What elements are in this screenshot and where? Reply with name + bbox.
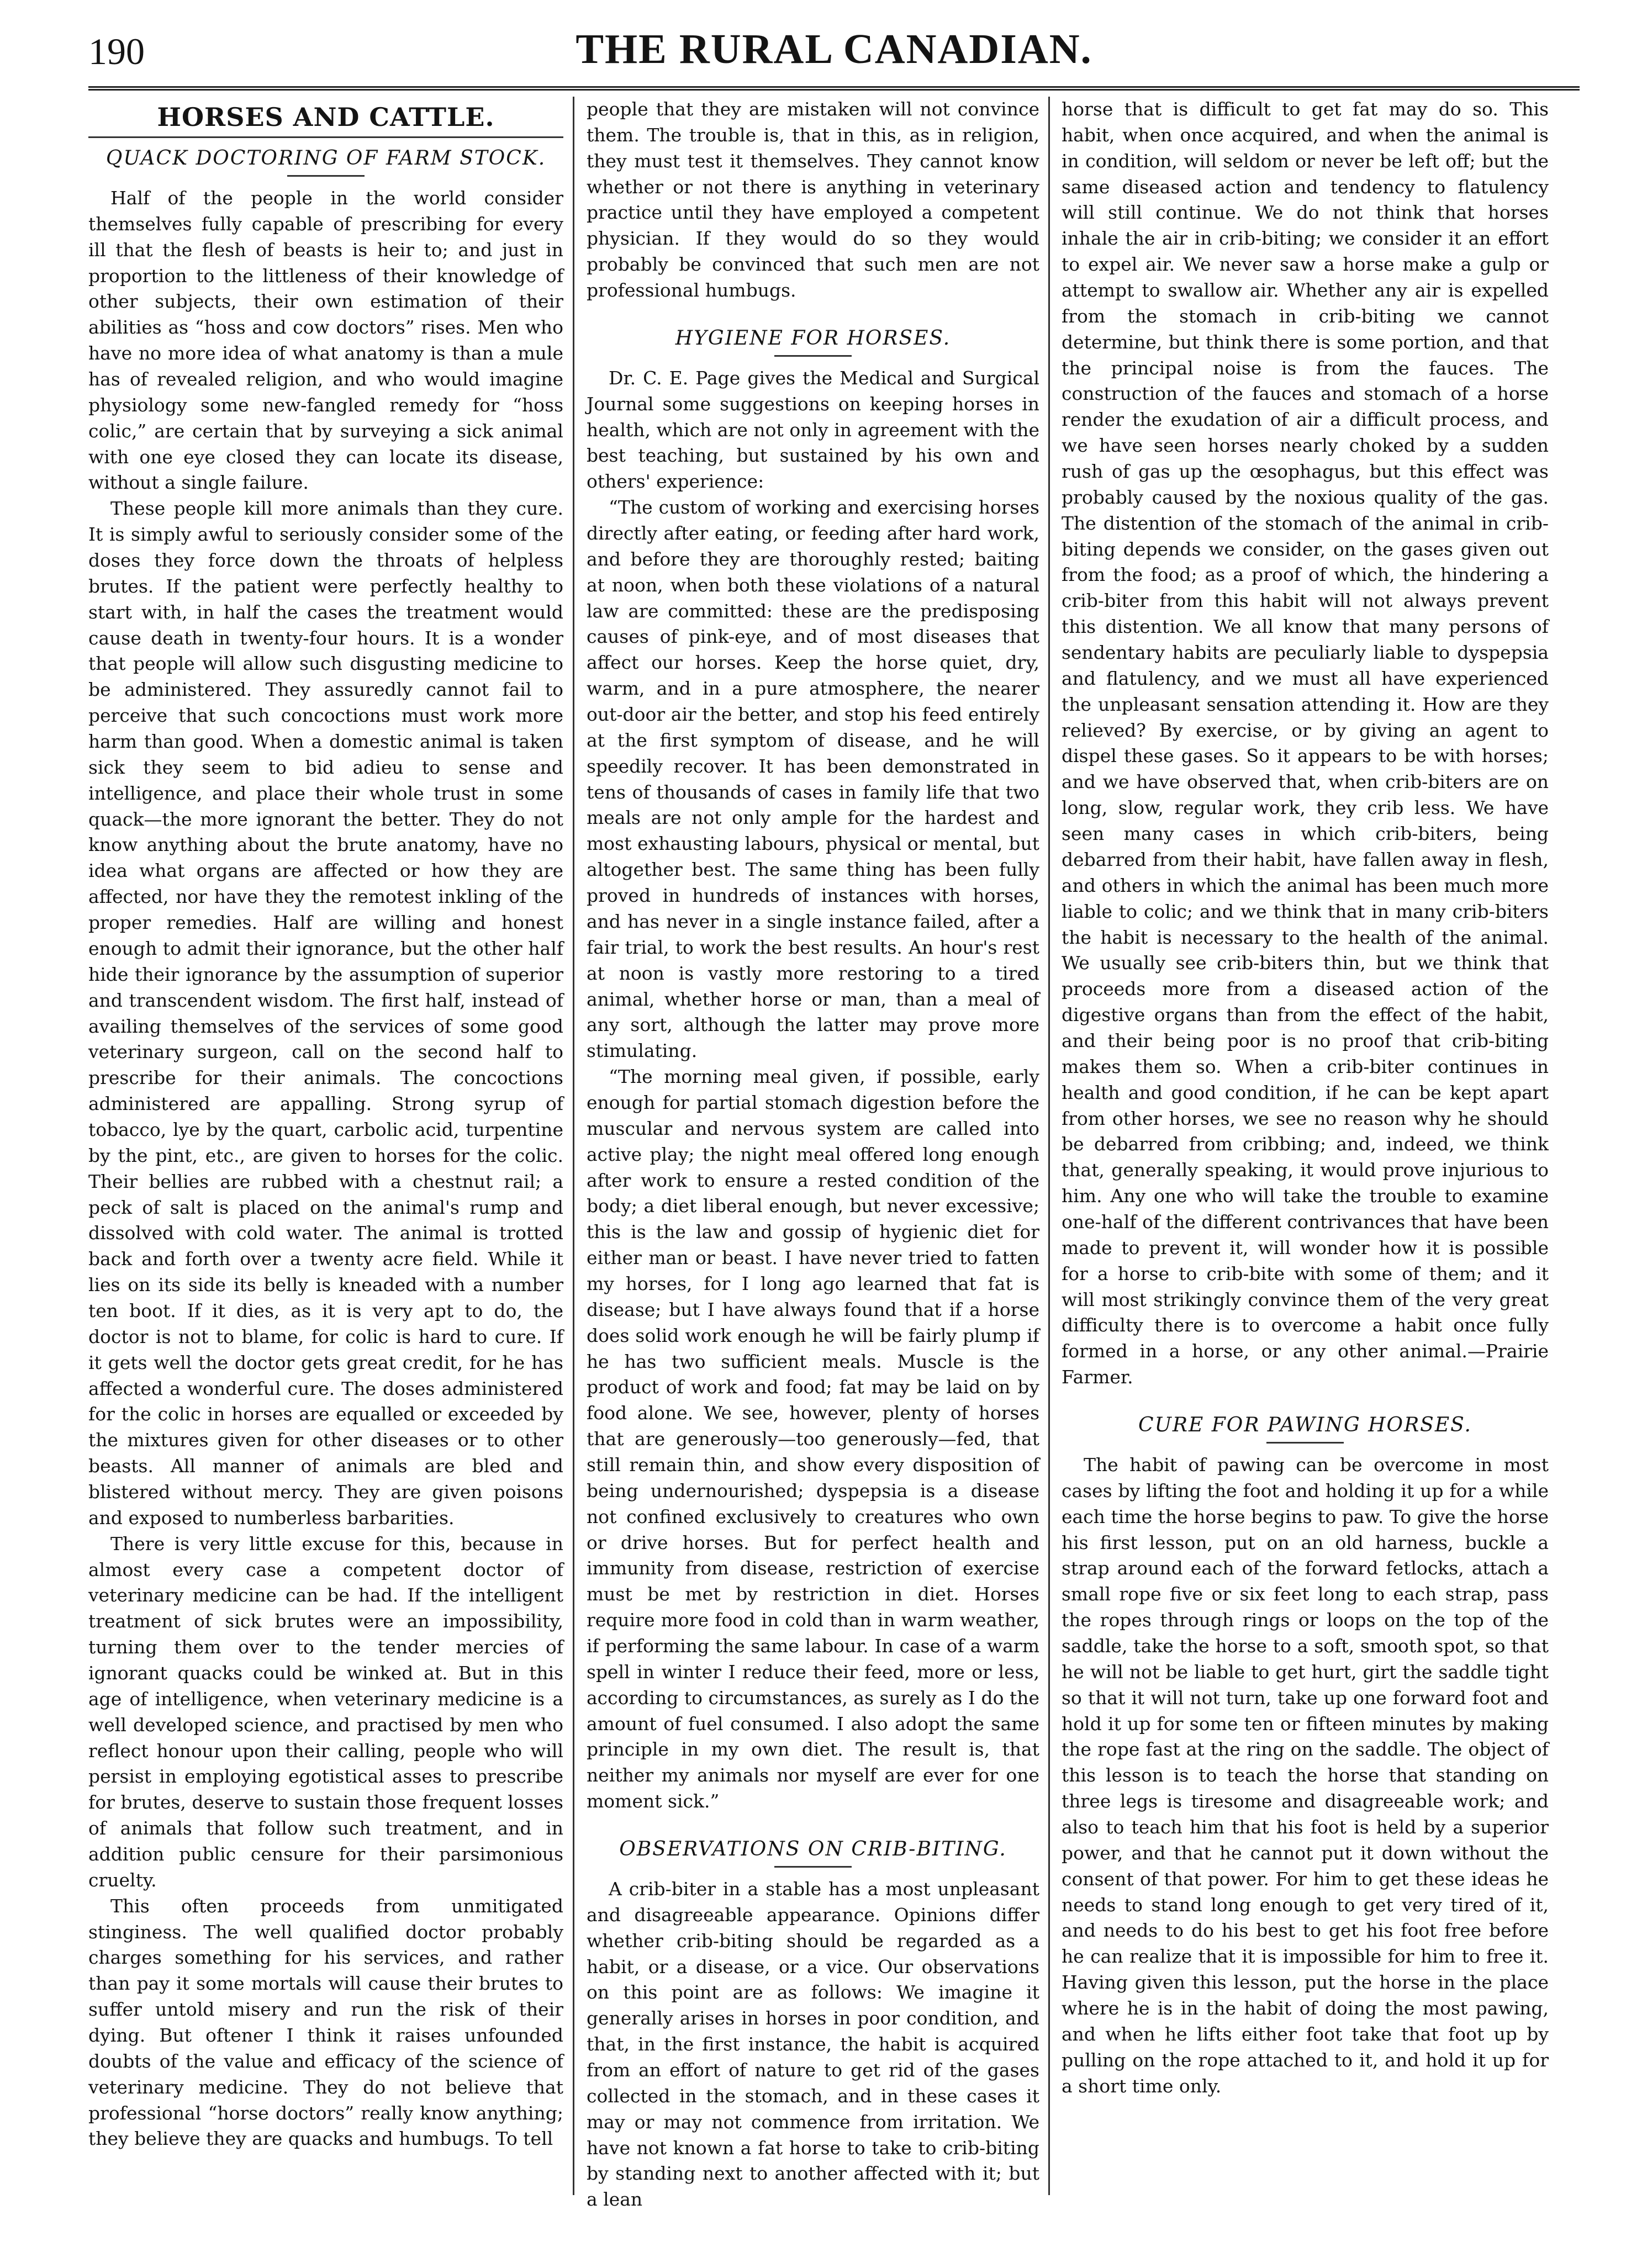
paragraph: people that they are mistaken will not convince them. The trouble is, that in this, as in religion, they must test it themselves. They cannot know whether or not there is anything in veterinary practice until they have employed a competent physician. If they would do so they would probably be convinced that such men are not professional humbugs. (587, 98, 1039, 302)
article-title-crib-biting: OBSERVATIONS ON CRIB-BITING. (619, 1838, 1007, 1860)
paragraph: “The morning meal given, if possible, early enough for partial stomach digestion before the muscular and nervous system are called into active play; the night meal offered long enough after work to ensure a rested condition of the body; a diet liberal enough, but never excessive; this is the law and gossip of hygienic diet for either man or beast. I have never tried to fatten my horses, for I long ago learned that fat is disease; but I have always found that if a horse does solid work enough he will be fairly plump if he has two sufficient meals. Muscle is the product of work and food; fat may be laid on by food alone. We see, however, plenty of horses that are generously—too generously—fed, that still remain thin, and show every disposition of being undernourished; dyspepsia is a disease not confined exclusively to creatures who own or drive horses. But for perfect health and immunity from disease, restriction of exercise must be met by restriction in diet. Horses require more food in cold than in warm weather, if performing the same labour. In case of a warm spell in winter I reduce their feed, more or less, according to circumstances, as surely as I do the amount of fuel consumed. I also adopt the same principle in my own diet. The result is, that neither my animals nor myself are ever for one moment sick.” (587, 1066, 1039, 1812)
paragraph: Dr. C. E. Page gives the Medical and Surgical Journal some suggestions on keeping horses in health, which are not only in agreement with the best teaching, but sustained by his own and others' experience: (587, 367, 1039, 493)
header-rule (88, 86, 1580, 91)
page-header (88, 22, 1580, 88)
title-rule (774, 1866, 852, 1868)
paragraph: There is very little excuse for this, because in almost every case a competent doctor of veterinary medicine can be had. If the intelligent treatment of sick brutes were an impossibility, turning them over to the tender mercies of ignorant quacks could be winked at. But in this age of intelligence, when veterinary medicine is a well developed science, and practised by men who reflect honour upon their calling, people who will persist in employing egotistical asses to prescribe for brutes, deserve to sustain those frequent losses of animals that follow such treatment, and in addition public censure for their parsimonious cruelty. (88, 1532, 563, 1891)
paragraph: The habit of pawing can be overcome in most cases by lifting the foot and holding it up for a while each time the horse begins to paw. To give the horse his first lesson, put on an old harness, buckle a strap around each of the forward fetlocks, attach a small rope five or six feet long to each strap, pass the ropes through rings or loops on the top of the saddle, take the horse to a soft, smooth spot, so that he will not be liable to get hurt, girt the saddle tight so that it will not turn, take up one forward foot and hold it up for some ten or fifteen minutes by making the rope fast at the ring on the saddle. The object of this lesson is to teach the horse that standing on three legs is tiresome and disagreeable work; and also to teach him that his foot is held by a superior power, and that he cannot put it down without the consent of that power. For him to get these ideas he needs to stand long enough to get very tired of it, and needs to do his best to get his foot free before he can realize that it is impossible for him to free it. Having given this lesson, put the horse in the place where he is in the habit of doing the most pawing, and when he lifts either foot take that foot up by pulling on the rope attached to it, and hold it up for a short time only. (1062, 1453, 1549, 2097)
paragraph: horse that is difficult to get fat may do so. This habit, when once acquired, and when the animal is in condition, will seldom or never be left off; but the same diseased action and tendency to flatulency will still continue. We do not think that horses inhale the air in crib-biting; we consider it an effort to expel air. We never saw a horse make a gulp or attempt to swallow air. Whether any air is expelled from the stomach in crib-biting we cannot determine, but think there is some portion, and that the principal noise is from the fauces. The construction of the fauces and stomach of a horse render the exudation of air a difficult process, and we have seen horses nearly choked by a sudden rush of gas up the œsophagus, but this effect was probably caused by the noxious quality of the gas. The distention of the stomach of the animal in crib-biting depends we consider, on the gases given out from the food; as a proof of which, the hindering a crib-biter from this habit will not always prevent this distention. We all know that many persons of sendentary habits are peculiarly liable to dyspepsia and flatulency, and we must all have experienced the unpleasant sensation attending it. How are they relieved? By exercise, or by giving an agent to dispel these gases. So it appears to be with horses; and we have observed that, when crib-biters are on long, slow, regular work, they crib less. We have seen many cases in which crib-biters, being debarred from their habit, have fallen away in flesh, and others in which the animal has been much more liable to colic; and we think that in many crib-biters the habit is necessary to the health of the animal. We usually see crib-biters thin, but we think that proceeds more from a diseased action of the digestive organs than from the effect of the habit, and their being poor is no proof that crib-biting makes them so. When a crib-biter continues in health and good condition, if he can be kept apart from other horses, we see no reason why he should be debarred from cribbing; and, indeed, we think that, generally speaking, it would prove injurious to him. Any one who will take the trouble to examine one-half of the different contrivances that have been made to prevent it, will wonder how it is possible for a horse to crib-bite with some of them; and it will most strikingly convince them of the very great difficulty there is to overcome a habit once fully formed in a horse, or any other animal.—Prairie Farmer. (1062, 98, 1549, 1388)
section-heading: HORSES AND CATTLE. (157, 102, 495, 132)
column-3 (1062, 97, 1549, 2195)
title-rule (1266, 1442, 1344, 1444)
column-divider (1048, 97, 1050, 2195)
paragraph: This often proceeds from unmitigated stinginess. The well qualified doctor probably charges something for his services, and rather than pay it some mortals will cause their brutes to suffer untold misery and run the risk of their dying. But oftener I think it raises unfounded doubts of the value and efficacy of the science of veterinary medicine. They do not believe that professional “horse doctors” really know anything; they believe they are quacks and humbugs. To tell (88, 1895, 563, 2150)
paragraph: “The custom of working and exercising horses directly after eating, or feeding after hard work, and before they are thoroughly rested; baiting at noon, when both these violations of a natural law are committed: these are the predisposing causes of pink-eye, and of most diseases that affect our horses. Keep the horse quiet, dry, warm, and in a pure atmosphere, the nearer out-door air the better, and stop his feed entirely at the first symptom of disease, and he will speedily recover. It has been demonstrated in tens of thousands of cases in family life that two meals are not only ample for the hardest and most exhausting labours, physical or mental, but altogether best. The same thing has been fully proved in hundreds of instances with horses, and has never in a single instance failed, after a fair trial, to work the best results. An hour's rest at noon is vastly more restoring to a tired animal, whether horse or man, than a meal of any sort, although the latter may prove more stimulating. (587, 496, 1039, 1062)
section-rule (88, 136, 563, 138)
article-title-hygiene: HYGIENE FOR HORSES. (675, 326, 951, 350)
column-1 (88, 97, 563, 2195)
paragraph: A crib-biter in a stable has a most unpleasant and disagreeable appearance. Opinions differ whether crib-biting should be regarded as a habit, or a disease, or a vice. Our observations on this point are as follows: We imagine it generally arises in horses in poor condition, and that, in the first instance, the habit is acquired from an effort of nature to get rid of the gases collected in the stomach, and in these cases it may or may not commence from irritation. We have not known a fat horse to take to crib-biting by standing next to another affected with it; but a lean (587, 1878, 1039, 2211)
title-rule (774, 355, 852, 357)
article-title-quack-doctoring: QUACK DOCTORING OF FARM STOCK. (105, 147, 546, 170)
newspaper-title: THE RURAL CANADIAN. (576, 26, 1092, 72)
column-divider (573, 97, 574, 2195)
title-rule (287, 175, 365, 177)
column-2 (587, 97, 1039, 2211)
paragraph: Half of the people in the world consider themselves fully capable of prescribing for every ill that the flesh of beasts is heir to; and just in proportion to the littleness of their knowledge of other subjects, their own estimation of their abilities as “hoss and cow doctors” rises. Men who have no more idea of what anatomy is than a mule has of revealed religion, and who would imagine physiology some new-fangled remedy for “hoss colic,” are certain that by surveying a sick animal with one eye closed they can locate its disease, without a single failure. (88, 187, 563, 494)
article-title-pawing: CURE FOR PAWING HORSES. (1138, 1413, 1472, 1436)
page-number: 190 (88, 30, 145, 72)
paragraph: These people kill more animals than they cure. It is simply awful to seriously consider some of the doses they force down the throats of helpless brutes. If the patient were perfectly healthy to start with, in half the cases the treatment would cause death in twenty-four hours. It is a wonder that people will allow such disgusting medicine to be administered. They assuredly cannot fail to perceive that such concoctions must work more harm than good. When a domestic animal is taken sick they seem to bid adieu to sense and intelligence, and place their whole trust in some quack—the more ignorant the better. They do not know anything about the brute anatomy, have no idea what organs are affected or how they are affected, nor have they the remotest inkling of the proper remedies. Half are willing and honest enough to admit their ignorance, but the other half hide their ignorance by the assumption of superior and transcendent wisdom. The first half, instead of availing themselves of the services of some good veterinary surgeon, call on the second half to prescribe for their animals. The concoctions administered are appalling. Strong syrup of tobacco, lye by the quart, carbolic acid, turpentine by the pint, etc., are given to horses for the colic. Their bellies are rubbed with a chestnut rail; a peck of salt is placed on the animal's rump and dissolved with cold water. The animal is trotted back and forth over a twenty acre field. While it lies on its side its belly is kneaded with a number ten boot. If it dies, as it is very apt to do, the doctor is not to blame, for colic is hard to cure. If it gets well the doctor gets great credit, for he has affected a wonderful cure. The doses administered for the colic in horses are equalled or exceeded by the mixtures given for other diseases or to other beasts. All manner of animals are bled and blistered without mercy. They are given poisons and exposed to numberless barbarities. (88, 498, 563, 1529)
